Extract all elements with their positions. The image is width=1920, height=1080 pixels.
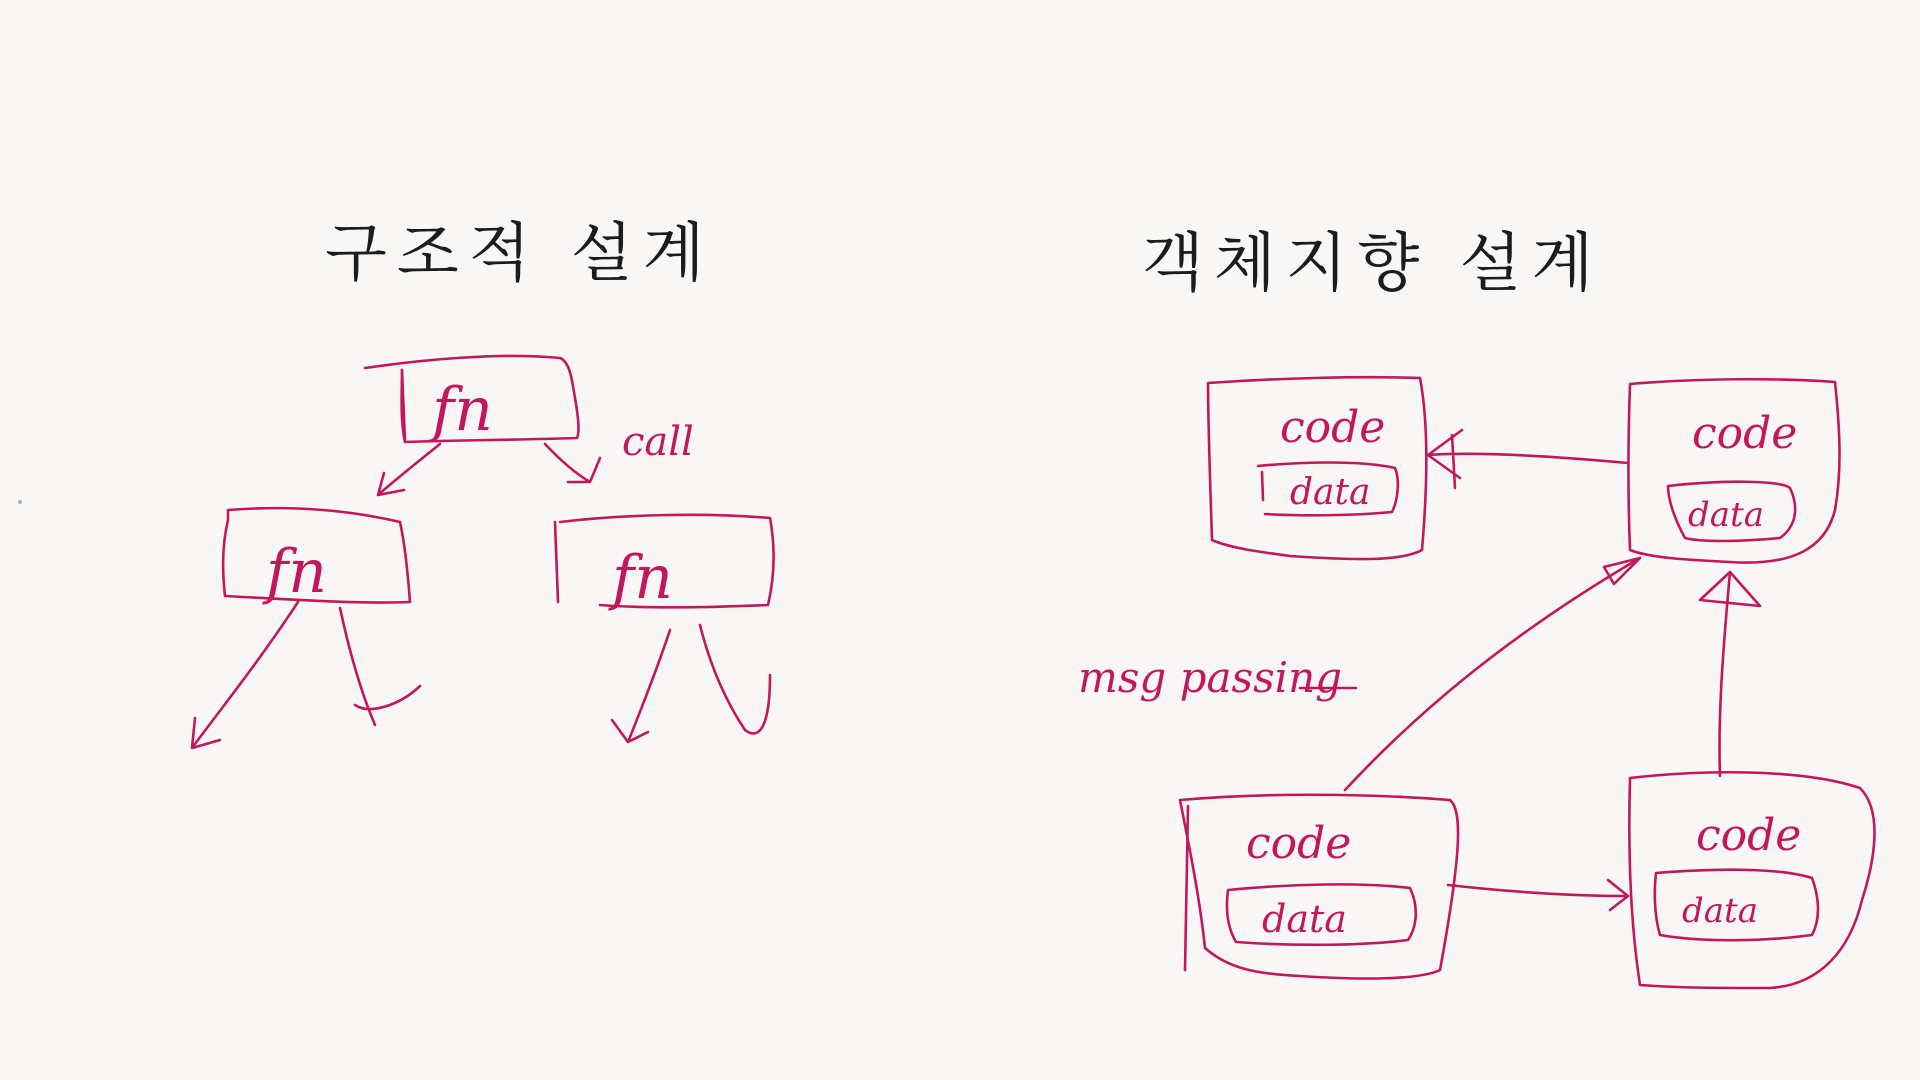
- object-top-left: [1208, 377, 1426, 559]
- fn-box-right-left-edge: [555, 522, 558, 602]
- structured-design-section: [192, 217, 774, 748]
- fn-left-arrow-1: [192, 602, 298, 748]
- call-label: call: [622, 419, 694, 465]
- object-top-right-code-label: code: [1692, 408, 1798, 459]
- object-top-left-code-label: code: [1280, 402, 1386, 453]
- object-bottom-left-data-label: data: [1262, 897, 1347, 941]
- msg-passing-label: msg passing: [1078, 653, 1343, 702]
- msg-arrow-bottom-right-to-top-right: [1700, 572, 1760, 776]
- object-top-right: [1629, 379, 1840, 562]
- fn-right-arrow-2: [700, 625, 770, 733]
- object-bottom-right-data-label: data: [1682, 891, 1758, 931]
- fn-box-right: [555, 515, 774, 613]
- msg-arrow-bottom-left-to-top-right: [1345, 558, 1640, 790]
- object-bottom-right: [1629, 772, 1874, 988]
- object-top-right-outline: [1629, 379, 1840, 562]
- object-top-right-data-label: data: [1688, 495, 1764, 535]
- fn-box-top: [365, 356, 578, 445]
- call-arrow-left: [378, 444, 440, 495]
- fn-right-arrow-1: [612, 630, 670, 742]
- object-bottom-right-code-label: code: [1696, 810, 1802, 861]
- object-top-left-data-tick: [1262, 472, 1263, 500]
- call-arrow-right: [545, 444, 600, 482]
- object-oriented-section: [1078, 227, 1875, 988]
- fn-left-arrow-2: [340, 608, 420, 725]
- object-top-left-data-label: data: [1290, 472, 1371, 513]
- object-oriented-title: 객체지향 설계: [1142, 227, 1604, 301]
- msg-arrow-top-right-to-top-left: [1428, 430, 1628, 488]
- msg-arrow-bottom-left-to-bottom-right: [1448, 880, 1628, 910]
- fn-box-right-label: fn: [612, 543, 673, 613]
- stray-dot: [18, 500, 22, 504]
- object-bottom-left-code-label: code: [1246, 818, 1352, 869]
- fn-box-top-label: fn: [432, 375, 493, 445]
- object-bottom-right-outline: [1629, 772, 1874, 988]
- fn-box-left-label: fn: [266, 537, 327, 607]
- structured-design-title: 구조적 설계: [325, 217, 715, 291]
- object-bottom-left: [1180, 795, 1458, 979]
- fn-box-left: [223, 508, 410, 607]
